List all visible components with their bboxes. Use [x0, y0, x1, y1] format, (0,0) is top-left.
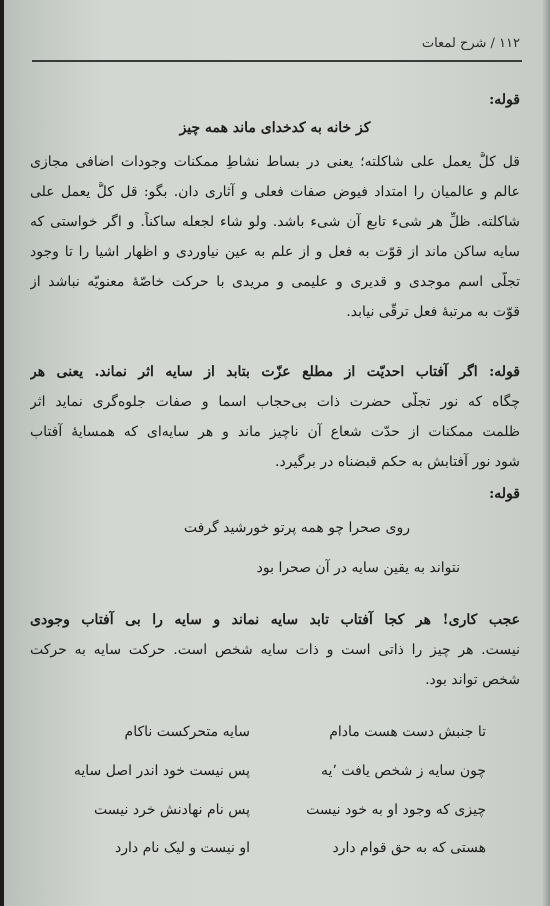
poem-hemistich-right: چیزی که وجود او به خود نیست [306, 802, 486, 818]
header-rule [32, 60, 522, 62]
verse-line: نتواند به یقین سایه در آن صحرا بود [256, 560, 460, 576]
paragraph-line: چگاه که نور تجلّی حضرت ذات بی‌حجاب اسما و صفات جلوه‌گری نماید اثر [30, 394, 520, 410]
paragraph-line: شخص تواند بود. [425, 672, 520, 688]
verse-line: کز خانه به کدخدای ماند همه چیز [179, 120, 371, 136]
qawl-label: قوله: [489, 92, 520, 108]
paragraph-line: شاکلته. ظلِّ هر شیء تابع آن شیء باشد. ولو شاء لجعله ساکناً. و اگر خواستی که [30, 214, 520, 230]
poem-hemistich-right: تا جنبش دست هست مادام [329, 724, 486, 740]
poem-hemistich-left: پس نیست خود اندر اصل سایه [73, 763, 250, 779]
paragraph-line: عجب کاری! هر کجا آفتاب تابد سایه نماند و سایه را بی آفتاب وجودی [30, 612, 520, 628]
poem-hemistich-left: او نیست و لیک نام دارد [115, 840, 250, 856]
paragraph-line: شود نور آفتابش به حکم قبضناه در برگیرد. [275, 454, 520, 470]
book-page [4, 0, 550, 906]
qawl-label: قوله: [489, 486, 520, 502]
paragraph-line: قوّت به مرتبهٔ فعل ترقّی نیابد. [346, 304, 520, 320]
paragraph-line: قل کلٌّ یعمل علی شاکلته؛ یعنی در بساط نشاطِ ممکنات وجودات اضافی مجازی [30, 154, 520, 170]
poem-hemistich-left: سایه متحرکست ناکام [124, 724, 250, 740]
poem-hemistich-right: چون سایه ز شخص یافت ٬یه [321, 763, 486, 779]
poem-hemistich-right: هستی که به حق قوام دارد [332, 840, 486, 856]
paragraph-line: ظلمت ممکنات از حدّت شعاع آن ناچیز ماند و هر سایه‌ای که همسایهٔ آفتاب [30, 424, 520, 440]
paragraph-line: سایه ساکن ماند از قوّت به فعل و از علم به عین نیاوردی و اظهار اشیا را تا وجود [30, 244, 520, 260]
running-header: ۱۱۲ / شرح لمعات [421, 36, 520, 51]
paragraph-line: تجلّی اسم موجدی و قدیری و علیمی و مریدی با حرکت خاصّهٔ معنویّه نباشد از [30, 274, 520, 290]
verse-line: روی صحرا چو همه پرتو خورشید گرفت [183, 520, 410, 536]
paragraph-line: نیست. هر چیز را ذاتی است و ذات سایه شخص است. حرکت سایه به حرکت [30, 642, 520, 658]
paragraph-line: عالم و عالمیان را امتداد فیوض صفات فعلی و آثاری دان. بگو: قل کلٌّ یعمل علی [30, 184, 520, 200]
poem-hemistich-left: پس نام نهادنش خرد نیست [94, 802, 250, 818]
paragraph-line: قوله: اگر آفتاب احدیّت از مطلع عزّت بتابد از سایه اثر نماند. یعنی هر [30, 364, 520, 380]
